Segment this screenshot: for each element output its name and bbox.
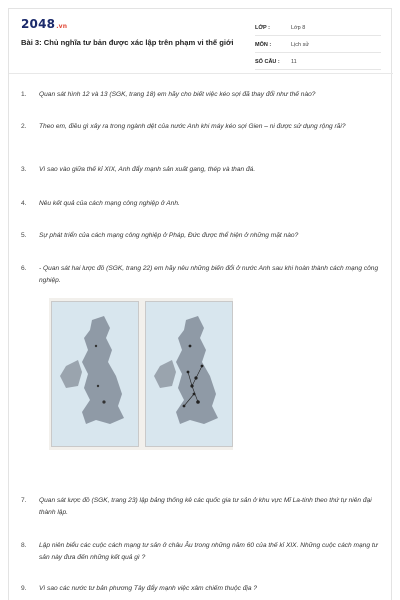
logo-domain: .vn: [56, 23, 68, 30]
meta-label: LỚP :: [255, 25, 270, 31]
document-page: [8, 8, 392, 600]
meta-value: Lịch sử: [291, 42, 310, 48]
page-title: Bài 3: Chủ nghĩa tư bản được xác lập trên phạm vi thế giới: [21, 38, 234, 47]
question-number: 8.: [21, 542, 27, 549]
map-drawing: [52, 302, 139, 447]
meta-row-class: [255, 21, 381, 36]
textbook-maps-figure: [49, 298, 233, 450]
map-britain-before: [51, 301, 139, 447]
question-number: 6.: [21, 265, 27, 272]
map-drawing: [146, 302, 233, 447]
document-header: [9, 9, 393, 71]
question-text: - Quan sát hai lược đồ (SGK, trang 22) em hãy nêu những biến đổi ở nước Anh sau khi hoàn thành cách mạng công nghiệp.: [39, 265, 379, 284]
site-logo[interactable]: [21, 17, 67, 31]
question-text: Vì sao các nước tư bản phương Tây đẩy mạnh việc xâm chiếm thuộc địa ?: [39, 585, 258, 592]
question-text: Nêu kết quả của cách mạng công nghiệp ở Anh.: [39, 200, 180, 207]
meta-label: SỐ CÂU :: [255, 59, 280, 65]
question-number: 5.: [21, 232, 27, 239]
meta-info: [255, 21, 381, 72]
question-number: 7.: [21, 497, 27, 504]
meta-row-count: [255, 55, 381, 70]
question-text: Sự phát triển của cách mạng công nghiệp ở Pháp, Đức được thể hiện ở những mặt nào?: [39, 232, 299, 239]
question-text: Lập niên biểu các cuộc cách mạng tư sản ở châu Âu trong những năm 60 của thế kỉ XIX. Những cuộc cách mạng tư sản này đưa đến những kết quả gì ?: [39, 542, 378, 561]
meta-label: MÔN :: [255, 42, 272, 48]
question-number: 4.: [21, 200, 27, 207]
meta-value: 11: [291, 59, 297, 65]
question-text: Quan sát hình 12 và 13 (SGK, trang 18) em hãy cho biết việc kéo sợi đã thay đổi như thế nào?: [39, 91, 316, 98]
question-text: Theo em, điều gì xảy ra trong ngành dệt của nước Anh khi máy kéo sợi Gien – ni được sử dụng rộng rãi?: [39, 123, 346, 130]
map-britain-after: [145, 301, 233, 447]
question-number: 1.: [21, 91, 27, 98]
logo-text: 2048: [21, 17, 56, 31]
question-number: 9.: [21, 585, 27, 592]
header-divider: [9, 73, 393, 74]
question-number: 2.: [21, 123, 27, 130]
meta-row-subject: [255, 38, 381, 53]
question-text: Vì sao vào giữa thế kỉ XIX, Anh đẩy mạnh sản xuất gang, thép và than đá.: [39, 166, 256, 173]
meta-value: Lớp 8: [291, 25, 306, 31]
question-number: 3.: [21, 166, 27, 173]
question-text: Quan sát lược đồ (SGK, trang 23) lập bảng thống kê các quốc gia tư sản ở khu vực Mĩ La-tinh theo thứ tự niên đại thành lập.: [39, 497, 372, 516]
